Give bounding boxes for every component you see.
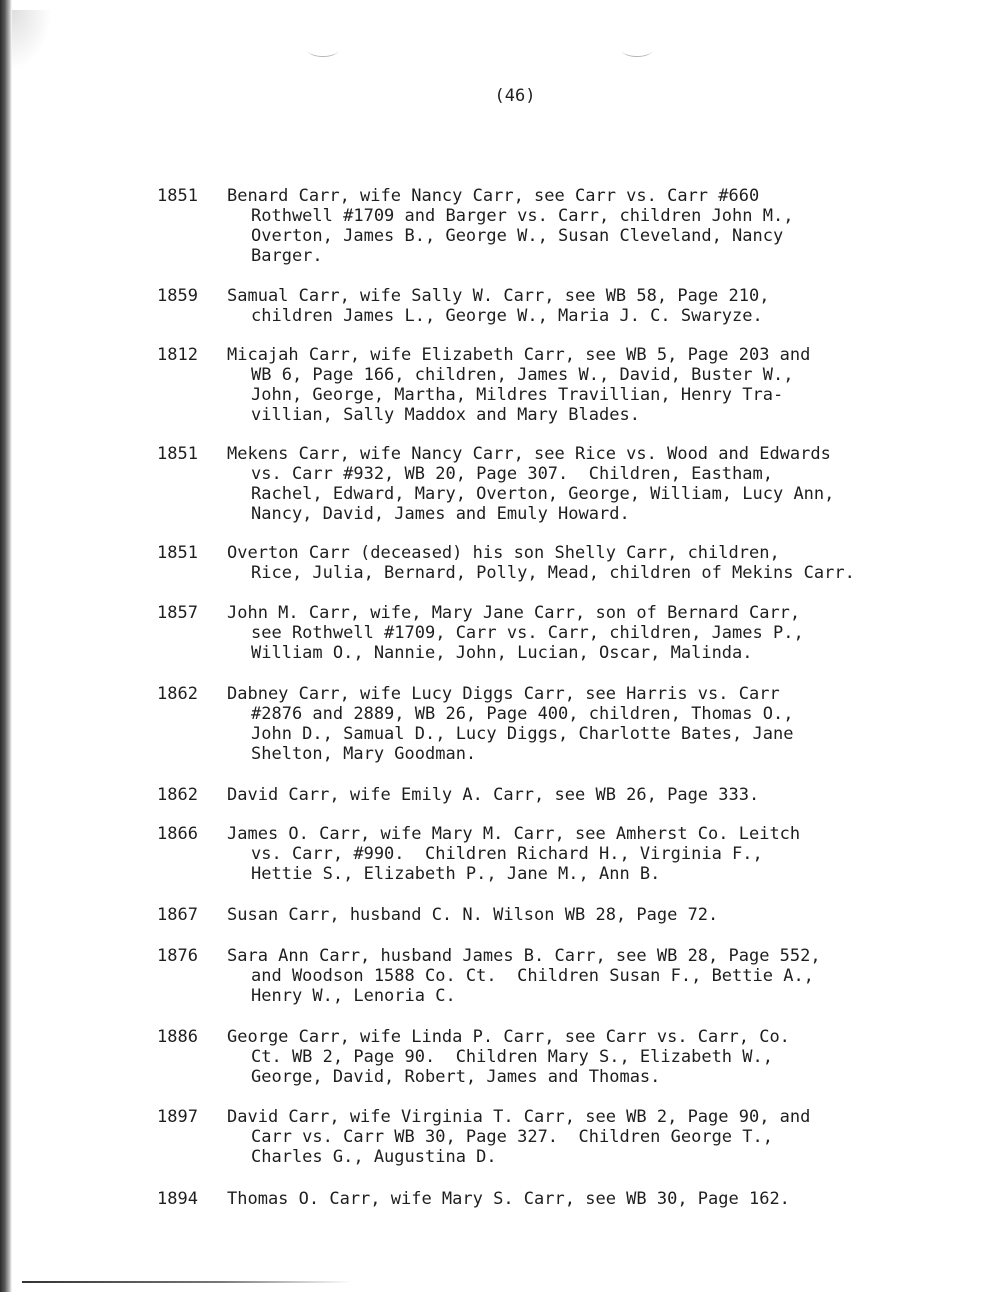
- entry-year: 1851: [157, 543, 198, 563]
- entry-year: 1867: [157, 905, 198, 925]
- entry-text: [227, 543, 855, 583]
- entry-text: [227, 603, 804, 663]
- entry-text: [227, 824, 800, 884]
- entry-line: Henry W., Lenoria C.: [251, 986, 456, 1006]
- entry-line: John M. Carr, wife, Mary Jane Carr, son of Bernard Carr,: [227, 603, 801, 623]
- entry-year: 1859: [157, 286, 198, 306]
- entry-line: vs. Carr, #990. Children Richard H., Virginia F.,: [251, 844, 763, 864]
- entry-line: Carr vs. Carr WB 30, Page 327. Children George T.,: [251, 1127, 773, 1147]
- entry-line: John, George, Martha, Mildres Travillian, Henry Tra-: [251, 385, 784, 405]
- entry-text: [227, 684, 793, 764]
- entry-text: [227, 946, 821, 1006]
- entry-line: children James L., George W., Maria J. C. Swaryze.: [251, 306, 763, 326]
- entry-line: Samual Carr, wife Sally W. Carr, see WB 58, Page 210,: [227, 286, 770, 306]
- entry-text: [227, 286, 769, 326]
- scan-left-edge: [0, 0, 12, 1292]
- entry-year: 1857: [157, 603, 198, 623]
- entry-text: [227, 1107, 810, 1167]
- entry-line: Dabney Carr, wife Lucy Diggs Carr, see Harris vs. Carr: [227, 684, 780, 704]
- entry-text: [227, 1189, 790, 1209]
- entry-line: villian, Sally Maddox and Mary Blades.: [251, 405, 640, 425]
- entry-year: 1862: [157, 785, 198, 805]
- entry-year: 1862: [157, 684, 198, 704]
- entry-year: 1851: [157, 444, 198, 464]
- entry-line: Mekens Carr, wife Nancy Carr, see Rice vs. Wood and Edwards: [227, 444, 831, 464]
- entry-line: Shelton, Mary Goodman.: [251, 744, 477, 764]
- entry-year: 1866: [157, 824, 198, 844]
- entry-text: [227, 905, 718, 925]
- entry-line: Overton Carr (deceased) his son Shelly Carr, children,: [227, 543, 780, 563]
- entry-line: Thomas O. Carr, wife Mary S. Carr, see WB 30, Page 162.: [227, 1189, 790, 1209]
- punch-mark-left: [308, 44, 338, 57]
- entry-text: [227, 444, 834, 524]
- entry-line: Rothwell #1709 and Barger vs. Carr, children John M.,: [251, 206, 794, 226]
- entry-year: 1876: [157, 946, 198, 966]
- entry-line: David Carr, wife Virginia T. Carr, see WB 2, Page 90, and: [227, 1107, 811, 1127]
- entry-line: Barger.: [251, 246, 323, 266]
- entry-text: [227, 1027, 790, 1087]
- entry-line: WB 6, Page 166, children, James W., David, Buster W.,: [251, 365, 794, 385]
- entry-line: Hettie S., Elizabeth P., Jane M., Ann B.: [251, 864, 661, 884]
- entry-line: Micajah Carr, wife Elizabeth Carr, see WB 5, Page 203 and: [227, 345, 811, 365]
- entry-line: vs. Carr #932, WB 20, Page 307. Children, Eastham,: [251, 464, 773, 484]
- entry-line: Susan Carr, husband C. N. Wilson WB 28, Page 72.: [227, 905, 719, 925]
- entry-line: Overton, James B., George W., Susan Cleveland, Nancy: [251, 226, 784, 246]
- entry-line: Ct. WB 2, Page 90. Children Mary S., Elizabeth W.,: [251, 1047, 773, 1067]
- entry-year: 1812: [157, 345, 198, 365]
- entry-line: Charles G., Augustina D.: [251, 1147, 497, 1167]
- entry-line: Rice, Julia, Bernard, Polly, Mead, children of Mekins Carr.: [251, 563, 855, 583]
- entry-year: 1851: [157, 186, 198, 206]
- entry-line: William O., Nannie, John, Lucian, Oscar, Malinda.: [251, 643, 753, 663]
- entry-year: 1886: [157, 1027, 198, 1047]
- entry-text: [227, 186, 793, 266]
- scan-bottom-line: [22, 1281, 352, 1283]
- entry-line: Sara Ann Carr, husband James B. Carr, see WB 28, Page 552,: [227, 946, 821, 966]
- punch-mark-right: [622, 44, 652, 57]
- entry-line: David Carr, wife Emily A. Carr, see WB 26, Page 333.: [227, 785, 760, 805]
- entry-line: Nancy, David, James and Emuly Howard.: [251, 504, 630, 524]
- entry-line: James O. Carr, wife Mary M. Carr, see Amherst Co. Leitch: [227, 824, 801, 844]
- entry-line: John D., Samual D., Lucy Diggs, Charlotte Bates, Jane: [251, 724, 794, 744]
- entry-year: 1897: [157, 1107, 198, 1127]
- page-number: (46): [494, 86, 536, 106]
- entry-line: and Woodson 1588 Co. Ct. Children Susan F., Bettie A.,: [251, 966, 814, 986]
- entry-text: [227, 345, 810, 425]
- entry-text: [227, 785, 759, 805]
- entry-year: 1894: [157, 1189, 198, 1209]
- entry-line: see Rothwell #1709, Carr vs. Carr, children, James P.,: [251, 623, 804, 643]
- entry-line: #2876 and 2889, WB 26, Page 400, children, Thomas O.,: [251, 704, 794, 724]
- scan-smudge: [12, 10, 52, 70]
- entry-line: Benard Carr, wife Nancy Carr, see Carr vs. Carr #660: [227, 186, 760, 206]
- entry-line: George Carr, wife Linda P. Carr, see Carr vs. Carr, Co.: [227, 1027, 790, 1047]
- entry-line: Rachel, Edward, Mary, Overton, George, William, Lucy Ann,: [251, 484, 835, 504]
- entry-line: George, David, Robert, James and Thomas.: [251, 1067, 661, 1087]
